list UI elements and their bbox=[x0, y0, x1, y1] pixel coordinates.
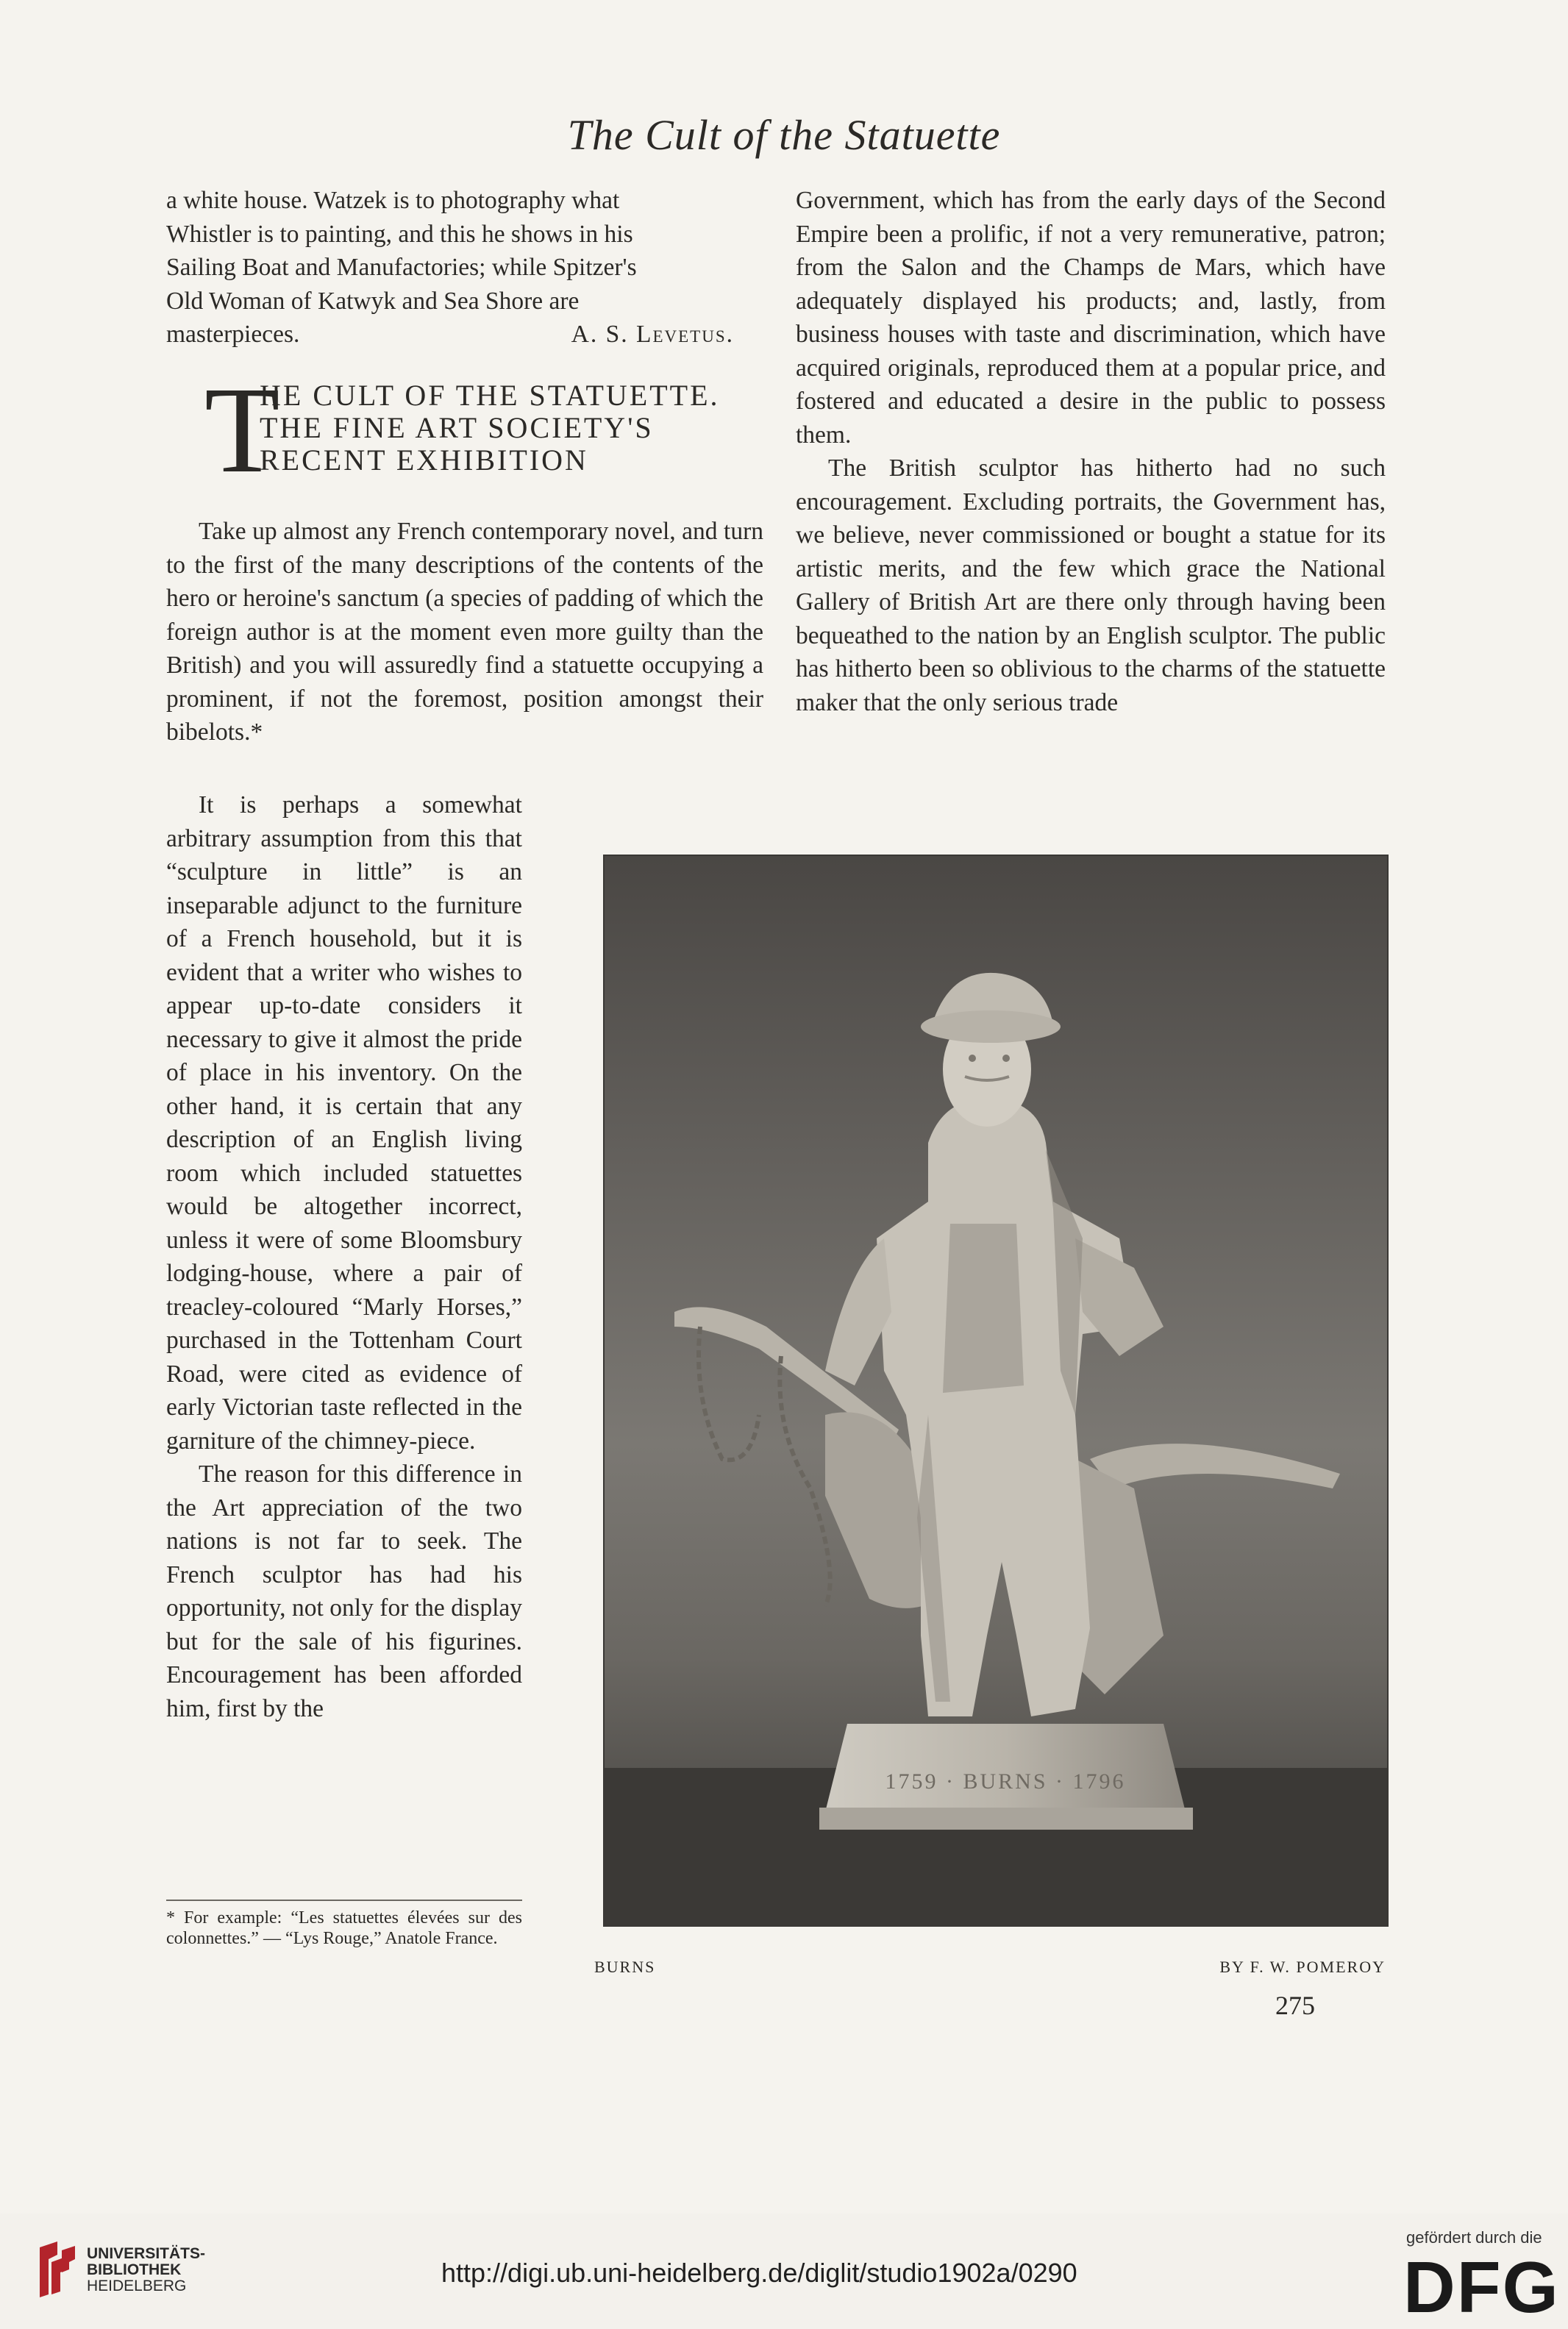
paragraph: The reason for this difference in the Art appreciation of the two nations is not far to seek. The French sculptor has had his opportunity, not only for the display but for the sale of his figurines. Encouragement has been afforded him, first by the bbox=[166, 1460, 522, 1722]
continuation-line: a white house. Watzek is to photography what bbox=[166, 187, 620, 214]
permalink-url[interactable]: http://digi.ub.uni-heidelberg.de/diglit/studio1902a/0290 bbox=[441, 2258, 1077, 2288]
statuette-photograph bbox=[603, 855, 1389, 1927]
heading-dropcap: T bbox=[204, 362, 280, 499]
funding-note: gefördert durch die bbox=[1406, 2228, 1542, 2247]
figure-caption-credit: BY F. W. POMEROY bbox=[1219, 1958, 1386, 1976]
continuation-line: Sailing Boat and Manufactories; while Spitzer's bbox=[166, 254, 637, 281]
continuation-line: Old Woman of Katwyk and Sea Shore are bbox=[166, 287, 580, 315]
paragraph: It is perhaps a somewhat arbitrary assumption from this that “sculpture in little” is an inseparable adjunct to the furniture of a French household, but it is evident that a writer who wishes to appear up-to-date considers it necessary to give it almost the pride of place in his inventory. On the other hand, it is certain that any description of an English living room which included statuettes would be altogether incorrect, unless it were of some Bloomsbury lodging-house, where a pair of treacley-coloured “Marly Horses,” purchased in the Tottenham Court Road, were cited as evidence of early Victorian taste reflected in the garniture of the chimney-piece. bbox=[166, 791, 522, 1455]
continuation-last-line: masterpieces. bbox=[166, 321, 300, 348]
paragraph: The British sculptor has hitherto had no such encouragement. Excluding portraits, the Government has, we believe, never commissioned or bought a statue for its artistic merits, and the few which grace the National Gallery of British Art are there only through having been bequeathed to the nation by an English sculptor. The public has hitherto been so oblivious to the charms of the statuette maker that the only serious trade bbox=[796, 454, 1386, 716]
article-intro bbox=[166, 515, 763, 749]
digitization-footer bbox=[0, 2214, 1568, 2329]
article-heading bbox=[166, 362, 763, 500]
footnote: * For example: “Les statuettes élevées sur des colonnettes.” — “Lys Rouge,” Anatole France. bbox=[166, 1908, 522, 1948]
article-continuation bbox=[166, 184, 763, 352]
author-signature: A. S. Levetus. bbox=[571, 321, 734, 348]
paragraph: Government, which has from the early days of the Second Empire been a prolific, if not a very remunerative, patron; from the Salon and the Champs de Mars, which have adequately displayed his products; and, lastly, from business houses with taste and discrimination, which have acquired originals, reproduced them at a popular price, and fostered and educated a desire in the public to possess them. bbox=[796, 187, 1386, 449]
dfg-logo: DFG bbox=[1403, 2247, 1560, 2328]
footnote-divider bbox=[166, 1900, 522, 1901]
paragraph: Take up almost any French contemporary novel, and turn to the first of the many descriptions of the contents of the hero or heroine's sanctum (a species of padding of which the foreign author is at the moment even more guilty than the British) and you will assuredly find a statuette occupying a prominent, if not the foremost, position amongst their bibelots.* bbox=[166, 518, 763, 746]
continuation-line: Whistler is to painting, and this he shows in his bbox=[166, 220, 633, 248]
heading-line: RECENT EXHIBITION bbox=[260, 443, 588, 477]
right-column bbox=[796, 184, 1386, 719]
plinth-shape bbox=[825, 1724, 1186, 1812]
figure-caption-title: BURNS bbox=[594, 1958, 656, 1976]
heading-line: HE CULT OF THE STATUETTE. bbox=[260, 379, 720, 412]
page-number: 275 bbox=[1275, 1991, 1315, 2020]
plinth-inscription: 1759 · BURNS · 1796 bbox=[885, 1769, 1126, 1794]
running-title: The Cult of the Statuette bbox=[567, 111, 1001, 159]
narrow-column bbox=[166, 788, 522, 1725]
library-name-line: UNIVERSITÄTS- bbox=[87, 2245, 206, 2262]
library-name-line: BIBLIOTHEK bbox=[87, 2261, 182, 2278]
library-logo-icon bbox=[35, 2240, 79, 2299]
heading-line: THE FINE ART SOCIETY'S bbox=[260, 411, 654, 444]
library-name-line: HEIDELBERG bbox=[87, 2278, 187, 2294]
library-name bbox=[87, 2246, 205, 2294]
